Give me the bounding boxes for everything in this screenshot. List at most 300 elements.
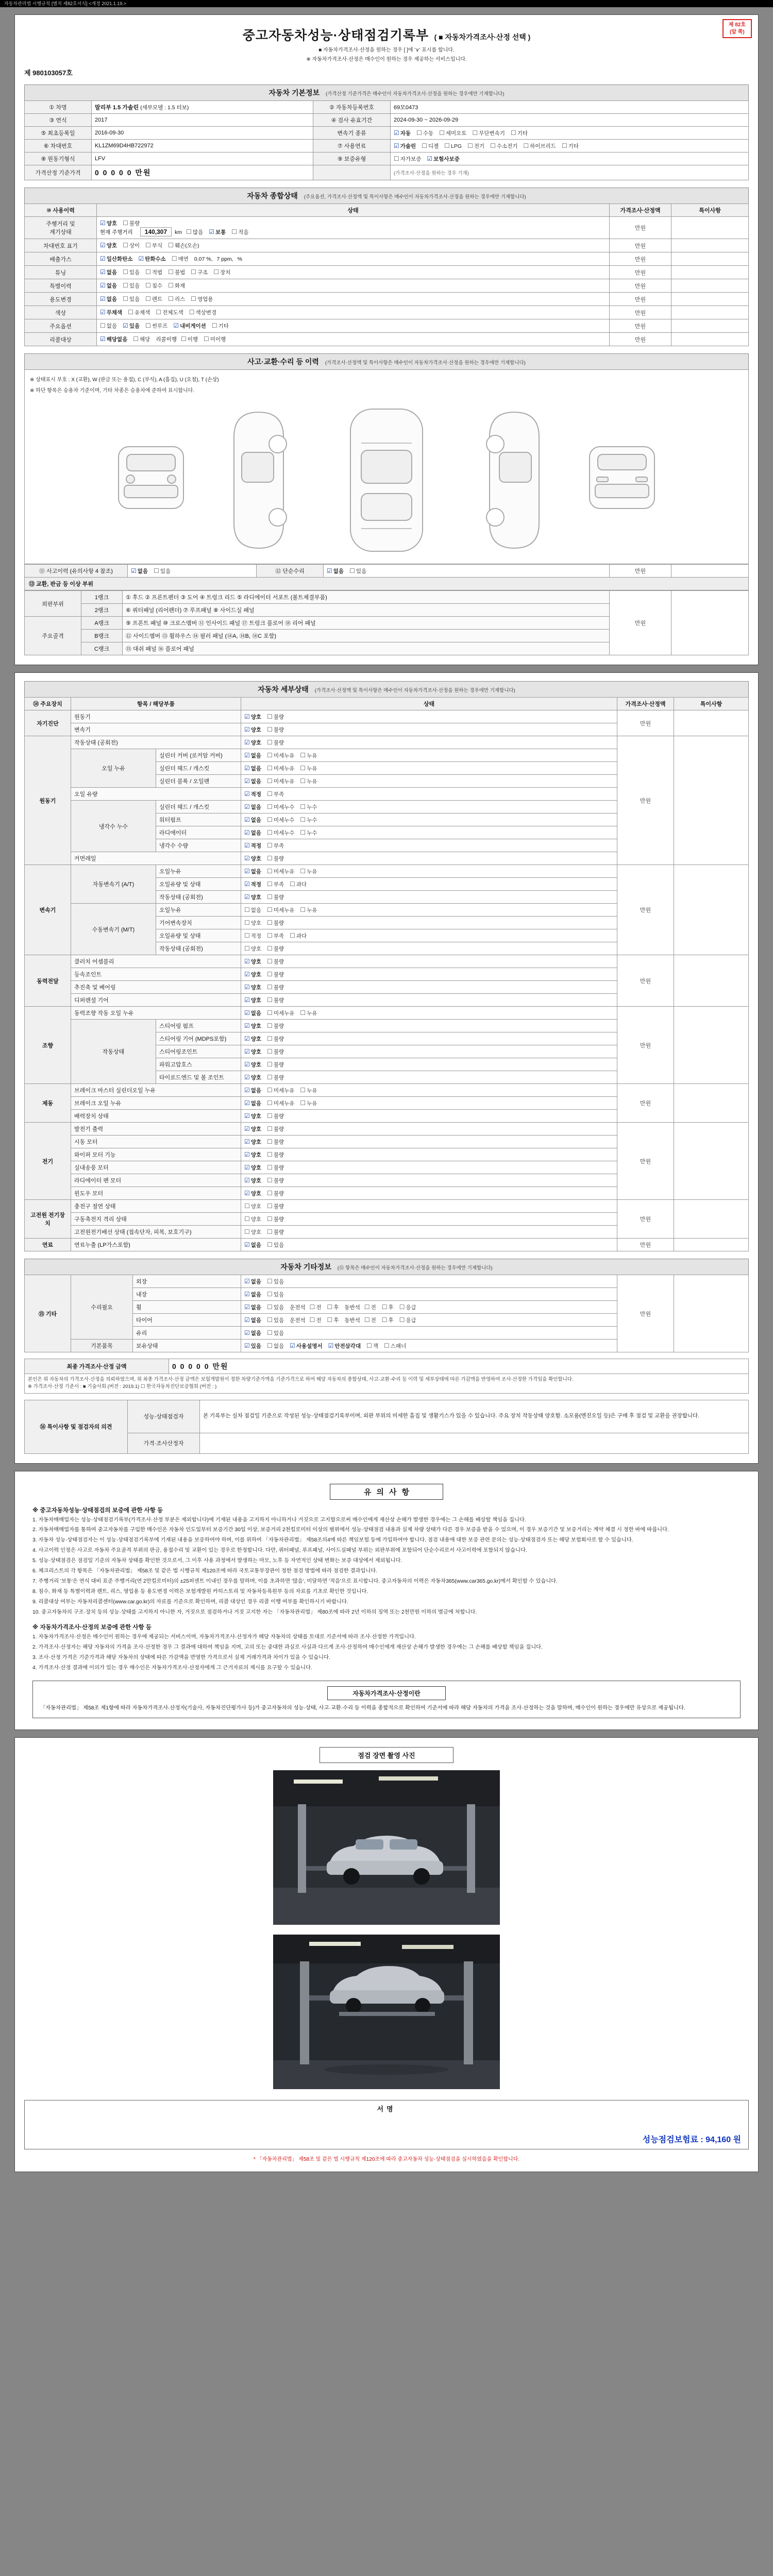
checkbox-icon: ☐ <box>267 1228 273 1235</box>
option-checkbox[interactable] <box>244 1009 261 1017</box>
option-label: 색상변경 <box>195 310 217 316</box>
option-checkbox[interactable] <box>467 142 484 150</box>
option-checkbox[interactable] <box>310 1316 322 1324</box>
checkbox-icon: ☐ <box>156 309 162 316</box>
option-label: 있음 <box>273 1242 284 1248</box>
option-checkbox[interactable] <box>131 567 148 575</box>
option-checkbox[interactable] <box>267 932 284 940</box>
option-checkbox[interactable] <box>244 739 261 747</box>
option-checkbox[interactable] <box>244 1087 261 1094</box>
overall-row <box>25 239 749 252</box>
checkbox-icon: ☐ <box>510 129 516 137</box>
option-checkbox[interactable] <box>511 129 528 137</box>
option-label: 탄화수소 <box>145 256 166 262</box>
note-cell <box>671 293 749 306</box>
option-checkbox[interactable] <box>394 129 411 137</box>
option-checkbox[interactable] <box>128 309 150 316</box>
option-checkbox[interactable] <box>267 1087 294 1094</box>
option-label: 없음 <box>250 868 262 875</box>
option-checkbox[interactable] <box>300 1099 317 1107</box>
option-checkbox[interactable] <box>300 1009 317 1017</box>
car-rear-view-diagram <box>578 403 666 557</box>
row-state <box>241 1301 617 1314</box>
option-checkbox[interactable] <box>100 219 117 227</box>
checkbox-icon: ☑ <box>244 1241 250 1248</box>
option-checkbox[interactable] <box>244 971 261 978</box>
price-cell: 만원 <box>617 1007 674 1084</box>
option-checkbox[interactable] <box>267 1074 284 1081</box>
car-top-view-diagram <box>322 403 451 557</box>
row-state <box>241 1110 617 1123</box>
option-checkbox[interactable] <box>300 803 317 811</box>
checkbox-icon: ☑ <box>244 1073 250 1081</box>
opinion-appraiser-label: 가격·조사산정자 <box>128 1433 200 1453</box>
option-checkbox[interactable] <box>267 906 294 914</box>
item-label: 실린더 헤드 / 개스킷 <box>156 762 241 775</box>
option-checkbox[interactable] <box>382 1316 394 1324</box>
option-checkbox[interactable] <box>267 868 294 875</box>
row-state <box>241 1187 617 1200</box>
transmission-options <box>391 127 749 140</box>
option-checkbox[interactable] <box>100 309 122 316</box>
option-checkbox[interactable] <box>267 752 294 759</box>
option-label: 무채색 <box>106 310 123 316</box>
option-checkbox[interactable] <box>123 295 140 303</box>
option-checkbox[interactable] <box>267 1151 284 1159</box>
checkbox-icon: ☐ <box>381 1303 388 1311</box>
price-cell: 만원 <box>610 333 671 346</box>
option-checkbox[interactable] <box>267 984 284 991</box>
option-checkbox[interactable] <box>244 1151 261 1159</box>
note-cell <box>674 710 749 736</box>
option-checkbox[interactable] <box>244 1048 261 1056</box>
option-checkbox[interactable] <box>244 1112 261 1120</box>
option-checkbox[interactable] <box>267 1278 284 1285</box>
option-checkbox[interactable] <box>172 255 189 263</box>
row-state <box>241 1226 617 1239</box>
option-checkbox[interactable] <box>212 322 229 330</box>
note-cell <box>671 239 749 252</box>
option-checkbox[interactable] <box>156 309 183 316</box>
option-checkbox[interactable] <box>123 268 140 276</box>
option-checkbox[interactable] <box>244 1329 261 1337</box>
item-label: 배력장치 상태 <box>71 1110 241 1123</box>
option-label: 무단변속기 <box>479 130 505 137</box>
note-cell <box>671 319 749 333</box>
row-state <box>241 942 617 955</box>
option-label: 있음 <box>129 283 140 289</box>
rank-items: ① 후드 ② 프론트펜더 ③ 도어 ④ 트렁크 리드 ⑤ 라디에이터 서포트 (볼트체결부품) <box>123 591 610 604</box>
option-checkbox[interactable] <box>364 1316 376 1324</box>
checkbox-icon: ☑ <box>100 242 106 249</box>
option-checkbox[interactable] <box>244 1099 261 1107</box>
sub-group-label: 작동상태 <box>71 1020 156 1084</box>
option-checkbox[interactable] <box>244 842 261 850</box>
option-checkbox[interactable] <box>267 777 294 785</box>
option-checkbox[interactable] <box>267 739 284 747</box>
option-checkbox[interactable] <box>244 1074 261 1081</box>
option-checkbox[interactable] <box>472 129 505 137</box>
option-checkbox[interactable] <box>138 255 165 263</box>
checkbox-icon: ☑ <box>244 738 250 746</box>
table-row <box>25 565 749 578</box>
option-checkbox[interactable] <box>133 335 150 343</box>
option-checkbox[interactable] <box>244 713 261 721</box>
option-checkbox[interactable] <box>154 567 171 575</box>
checkbox-icon: ☐ <box>267 854 273 862</box>
price-cell: 만원 <box>610 306 671 319</box>
option-checkbox[interactable] <box>186 228 203 236</box>
option-checkbox[interactable] <box>244 1215 261 1223</box>
row-state <box>241 1084 617 1097</box>
option-checkbox[interactable] <box>439 129 466 137</box>
overall-row <box>25 252 749 266</box>
option-checkbox[interactable] <box>382 1303 394 1311</box>
option-label: 후 <box>388 1304 394 1311</box>
option-checkbox[interactable] <box>523 142 556 150</box>
section-detail-state <box>24 681 749 697</box>
option-label: 잭 <box>373 1343 379 1349</box>
option-checkbox[interactable] <box>244 958 261 965</box>
option-checkbox[interactable] <box>123 219 140 227</box>
checkbox-icon: ☐ <box>123 295 128 302</box>
price-cell: 만원 <box>617 865 674 955</box>
option-checkbox[interactable] <box>267 958 284 965</box>
option-checkbox[interactable] <box>416 129 433 137</box>
option-checkbox[interactable] <box>267 1342 284 1350</box>
option-checkbox[interactable] <box>244 1316 261 1324</box>
option-checkbox[interactable] <box>244 1291 261 1298</box>
option-checkbox[interactable] <box>267 713 284 721</box>
option-checkbox[interactable] <box>267 790 284 798</box>
option-checkbox[interactable] <box>267 829 294 837</box>
option-checkbox[interactable] <box>168 295 185 303</box>
option-checkbox[interactable] <box>168 268 185 276</box>
option-checkbox[interactable] <box>123 322 140 330</box>
option-checkbox[interactable] <box>267 765 294 772</box>
option-label: 불량 <box>273 1177 284 1184</box>
item-label: 추진축 및 베어링 <box>71 981 241 994</box>
car-right-side-view-diagram <box>476 403 553 557</box>
checkbox-icon: ☐ <box>467 142 473 149</box>
sub-group-label: 냉각수 누수 <box>71 801 156 852</box>
option-label: 누유 <box>307 765 317 772</box>
checkbox-icon: ☐ <box>267 1138 273 1145</box>
device-label: 전기 <box>25 1123 71 1200</box>
option-checkbox[interactable] <box>267 1202 284 1210</box>
option-checkbox[interactable] <box>267 803 294 811</box>
option-checkbox[interactable] <box>244 803 261 811</box>
option-checkbox[interactable] <box>244 932 261 940</box>
option-checkbox[interactable] <box>244 752 261 759</box>
row-state <box>97 293 610 306</box>
option-checkbox[interactable] <box>267 971 284 978</box>
option-checkbox[interactable] <box>100 295 117 303</box>
option-checkbox[interactable] <box>244 777 261 785</box>
option-checkbox[interactable] <box>244 1202 261 1210</box>
option-checkbox[interactable] <box>290 932 307 940</box>
option-checkbox[interactable] <box>267 1048 284 1056</box>
item-label: 브레이크 오일 누유 <box>71 1097 241 1110</box>
option-checkbox[interactable] <box>100 335 127 343</box>
option-label: 미세누유 <box>273 765 295 772</box>
option-checkbox[interactable] <box>300 868 317 875</box>
option-checkbox[interactable] <box>145 242 162 249</box>
option-checkbox[interactable] <box>300 816 317 824</box>
option-checkbox[interactable] <box>244 726 261 734</box>
item-label: 냉각수 수량 <box>156 839 241 852</box>
option-checkbox[interactable] <box>244 880 261 888</box>
option-checkbox[interactable] <box>300 906 317 914</box>
option-checkbox[interactable] <box>244 1342 261 1350</box>
note-cell <box>674 736 749 865</box>
option-label: 보통 <box>215 229 226 235</box>
option-checkbox[interactable] <box>300 765 317 772</box>
option-checkbox[interactable] <box>267 1099 294 1107</box>
option-checkbox[interactable] <box>267 1061 284 1069</box>
option-checkbox[interactable] <box>123 242 140 249</box>
option-checkbox[interactable] <box>394 142 416 150</box>
option-checkbox[interactable] <box>100 322 117 330</box>
option-checkbox[interactable] <box>231 228 248 236</box>
option-checkbox[interactable] <box>267 1164 284 1172</box>
table-row <box>25 1433 749 1453</box>
checkbox-icon: ☐ <box>267 1035 273 1042</box>
option-checkbox[interactable] <box>490 142 517 150</box>
option-checkbox[interactable] <box>267 816 294 824</box>
option-checkbox[interactable] <box>267 1009 294 1017</box>
option-checkbox[interactable] <box>399 1303 416 1311</box>
option-checkbox[interactable] <box>444 142 462 149</box>
option-checkbox[interactable] <box>244 1164 261 1172</box>
option-checkbox[interactable] <box>100 282 117 290</box>
option-checkbox[interactable] <box>191 295 213 303</box>
option-label: 영업용 <box>197 296 213 302</box>
option-checkbox[interactable] <box>168 282 185 290</box>
option-label: 양호 <box>250 997 262 1004</box>
option-checkbox[interactable] <box>300 829 317 837</box>
item-label: 스티어링 기어 (MDPS포함) <box>156 1032 241 1045</box>
option-checkbox[interactable] <box>244 816 261 824</box>
option-checkbox[interactable] <box>244 1138 261 1146</box>
option-checkbox[interactable] <box>123 282 140 290</box>
option-checkbox[interactable] <box>244 790 261 798</box>
option-checkbox[interactable] <box>267 1125 284 1133</box>
row-state <box>241 1314 617 1327</box>
reg-no-value: 69모0473 <box>391 101 749 114</box>
option-checkbox[interactable] <box>244 919 261 927</box>
checkbox-icon: ☑ <box>244 1163 250 1171</box>
option-checkbox[interactable] <box>300 752 317 759</box>
option-checkbox[interactable] <box>209 228 226 236</box>
checkbox-icon: ☑ <box>244 957 250 965</box>
option-checkbox[interactable] <box>244 829 261 837</box>
option-checkbox[interactable] <box>244 855 261 862</box>
table-row <box>25 114 749 127</box>
option-checkbox[interactable] <box>244 1035 261 1043</box>
option-checkbox[interactable] <box>300 1087 317 1094</box>
price-cell: 만원 <box>617 1200 674 1239</box>
option-checkbox[interactable] <box>213 268 230 276</box>
option-checkbox[interactable] <box>267 996 284 1004</box>
option-checkbox[interactable] <box>244 1303 261 1311</box>
option-checkbox[interactable] <box>244 1022 261 1030</box>
window-top-bar <box>0 0 773 7</box>
note-cell <box>674 1084 749 1123</box>
option-checkbox[interactable] <box>364 1303 376 1311</box>
option-checkbox[interactable] <box>394 155 421 163</box>
option-checkbox[interactable] <box>327 1316 339 1324</box>
option-label: 누수 <box>307 817 317 823</box>
option-checkbox[interactable] <box>244 1228 261 1236</box>
option-checkbox[interactable] <box>244 765 261 772</box>
option-checkbox[interactable] <box>327 567 344 575</box>
option-checkbox[interactable] <box>244 1061 261 1069</box>
option-checkbox[interactable] <box>267 855 284 862</box>
section-basic-note: (가격산정 기준가격은 매수인이 자동차가격조사·산정을 원하는 경우에만 기재합니다) <box>325 91 505 97</box>
option-checkbox[interactable] <box>191 268 208 276</box>
option-checkbox[interactable] <box>267 1291 284 1298</box>
option-checkbox[interactable] <box>267 1190 284 1197</box>
option-checkbox[interactable] <box>267 919 284 927</box>
option-checkbox[interactable] <box>244 996 261 1004</box>
checkbox-icon: ☑ <box>290 1342 295 1349</box>
document-subtitle-2: ※ 자동차가격조사·산정은 매수인이 원하는 경우 제공하는 서비스입니다. <box>306 57 467 62</box>
row-state <box>241 1239 617 1251</box>
section-accident-history <box>24 353 749 369</box>
option-checkbox[interactable] <box>349 567 366 575</box>
option-checkbox[interactable] <box>244 1125 261 1133</box>
option-checkbox[interactable] <box>267 1241 284 1249</box>
option-label: 양호 <box>250 855 262 862</box>
row-state <box>241 1213 617 1226</box>
checkbox-icon: ☐ <box>267 1329 273 1336</box>
row-state <box>241 1161 617 1174</box>
option-checkbox[interactable] <box>244 1177 261 1184</box>
option-checkbox[interactable] <box>562 142 579 150</box>
option-checkbox[interactable] <box>145 295 162 303</box>
option-checkbox[interactable] <box>244 945 261 953</box>
option-checkbox[interactable] <box>267 842 284 850</box>
option-checkbox[interactable] <box>267 1177 284 1184</box>
price-cell: 만원 <box>610 319 671 333</box>
option-checkbox[interactable] <box>267 1022 284 1030</box>
option-checkbox[interactable] <box>244 984 261 991</box>
option-checkbox[interactable] <box>267 1215 284 1223</box>
option-label: 누유 <box>307 752 317 759</box>
item-label: 디퍼렌셜 기어 <box>71 994 241 1007</box>
option-checkbox[interactable] <box>267 726 284 734</box>
item-label: 스티어링 펌프 <box>156 1020 241 1032</box>
option-label: 누유 <box>307 907 317 913</box>
row-state <box>97 239 610 252</box>
option-checkbox[interactable] <box>290 880 307 888</box>
checkbox-icon: ☐ <box>300 816 306 823</box>
option-checkbox[interactable] <box>244 906 261 914</box>
checkbox-icon: ☑ <box>100 255 106 262</box>
option-checkbox[interactable] <box>100 268 117 276</box>
detail-row <box>25 1200 749 1213</box>
option-checkbox[interactable] <box>267 1303 284 1311</box>
option-checkbox[interactable] <box>267 893 284 901</box>
option-label: 없음 <box>250 1291 262 1298</box>
option-checkbox[interactable] <box>366 1342 378 1350</box>
option-checkbox[interactable] <box>168 242 199 249</box>
checkbox-icon: ☑ <box>244 1329 250 1336</box>
option-label: 없음 <box>106 269 117 276</box>
checkbox-icon: ☐ <box>267 1316 273 1324</box>
option-checkbox[interactable] <box>300 777 317 785</box>
vin-value: KL1ZM69D4HB722972 <box>92 140 313 152</box>
option-checkbox[interactable] <box>145 268 162 276</box>
notice-item: 4. 가격조사·산정 결과에 이의가 있는 경우 매수인은 자동차가격조사·산정자에게 그 근거자료의 제시를 요구할 수 있습니다. <box>32 1665 312 1671</box>
option-checkbox[interactable] <box>189 309 216 316</box>
option-checkbox[interactable] <box>267 880 284 888</box>
option-checkbox[interactable] <box>384 1342 406 1350</box>
option-checkbox[interactable] <box>244 1241 261 1249</box>
option-checkbox[interactable] <box>244 868 261 875</box>
option-checkbox[interactable] <box>145 322 167 330</box>
option-checkbox[interactable] <box>267 1035 284 1043</box>
option-label: 적음 <box>238 229 249 235</box>
option-checkbox[interactable] <box>100 242 117 249</box>
option-checkbox[interactable] <box>327 1303 339 1311</box>
option-checkbox[interactable] <box>267 945 284 953</box>
checkbox-icon: ☐ <box>267 1073 273 1081</box>
checkbox-icon: ☐ <box>399 1316 405 1324</box>
option-checkbox[interactable] <box>290 1342 322 1350</box>
checkbox-icon: ☐ <box>128 309 133 316</box>
checkbox-icon: ☑ <box>244 1342 250 1349</box>
checkbox-icon: ☑ <box>100 282 106 289</box>
option-checkbox[interactable] <box>267 1316 284 1324</box>
option-label: 렌트 <box>152 296 163 302</box>
option-checkbox[interactable] <box>328 1342 361 1350</box>
price-cell: 만원 <box>610 252 671 266</box>
option-label: 자가보증 <box>400 156 422 162</box>
option-label: 불량 <box>273 1036 284 1042</box>
option-checkbox[interactable] <box>422 142 439 150</box>
checkbox-icon: ☐ <box>327 1316 333 1324</box>
option-checkbox[interactable] <box>427 155 459 163</box>
option-checkbox[interactable] <box>399 1316 416 1324</box>
checkbox-icon: ☐ <box>145 268 151 276</box>
checkbox-icon: ☑ <box>244 841 250 849</box>
option-checkbox[interactable] <box>145 282 162 290</box>
option-checkbox[interactable] <box>244 1278 261 1285</box>
etc-label: ⑮ 기타 <box>25 1275 71 1352</box>
checkbox-icon: ☑ <box>244 880 250 888</box>
row-state <box>241 852 617 865</box>
option-checkbox[interactable] <box>100 255 132 263</box>
checkbox-icon: ☐ <box>267 751 273 759</box>
opinion-label: ⑯ 특이사항 및 점검자의 의견 <box>25 1400 128 1453</box>
row-state <box>97 279 610 293</box>
option-checkbox[interactable] <box>181 335 198 343</box>
checkbox-icon: ☐ <box>267 1189 273 1197</box>
option-checkbox[interactable] <box>173 322 206 330</box>
option-checkbox[interactable] <box>244 893 261 901</box>
option-checkbox[interactable] <box>244 1190 261 1197</box>
option-checkbox[interactable] <box>310 1303 322 1311</box>
option-checkbox[interactable] <box>267 1138 284 1146</box>
note-cell <box>671 565 749 578</box>
option-checkbox[interactable] <box>267 1329 284 1337</box>
option-checkbox[interactable] <box>267 1112 284 1120</box>
option-checkbox[interactable] <box>267 1228 284 1236</box>
row-state <box>241 736 617 749</box>
option-checkbox[interactable] <box>204 335 226 343</box>
